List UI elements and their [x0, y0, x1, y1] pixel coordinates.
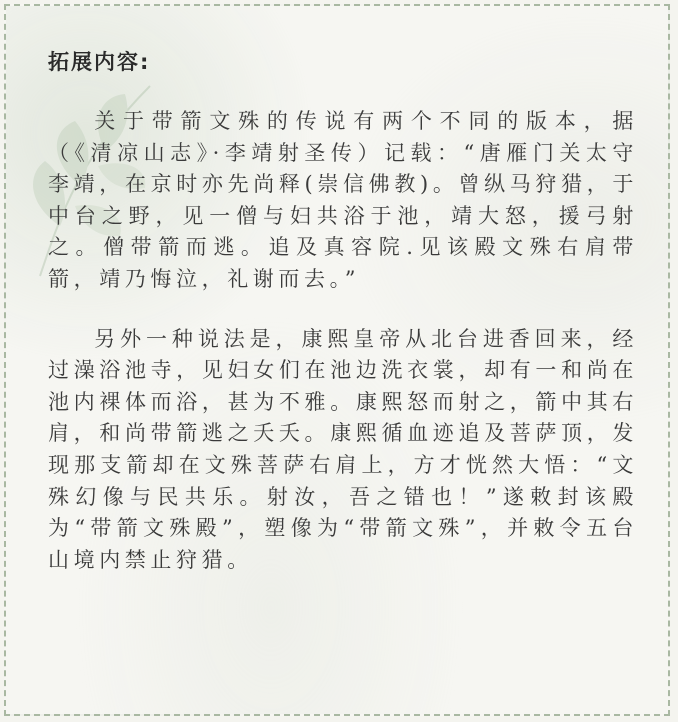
- section-heading: 拓展内容:: [48, 50, 151, 74]
- paragraph-legend-kangxi: 另外一种说法是，康熙皇帝从北台进香回来，经过澡浴池寺，见妇女们在池边洗衣裳，却有一和尚在池内裸体而浴，甚为不雅。康熙怒而射之，箭中其右肩，和尚带箭逃之夭夭。康熙循血迹追及菩萨顶，发现那支箭却在文殊菩萨右肩上，方才恍然大悟：“文殊幻像与民共乐。射汝，吾之错也！”遂敕封该殿为“带箭文殊殿”，塑像为“带箭文殊”，并敕令五台山境内禁止狩猎。: [48, 326, 638, 572]
- dashed-border-frame: [4, 4, 670, 716]
- article-content: [48, 30, 638, 576]
- paragraph-legend-li-jing: 关于带箭文殊的传说有两个不同的版本，据（《清凉山志》·李靖射圣传）记载：“唐雁门关太守李靖，在京时亦先尚释(崇信佛教)。曾纵马狩猎，于中台之野，见一僧与妇共浴于池，靖大怒，援弓射之。僧带箭而逃。追及真容院.见该殿文殊右肩带箭，靖乃悔泣，礼谢而去。”: [48, 109, 638, 291]
